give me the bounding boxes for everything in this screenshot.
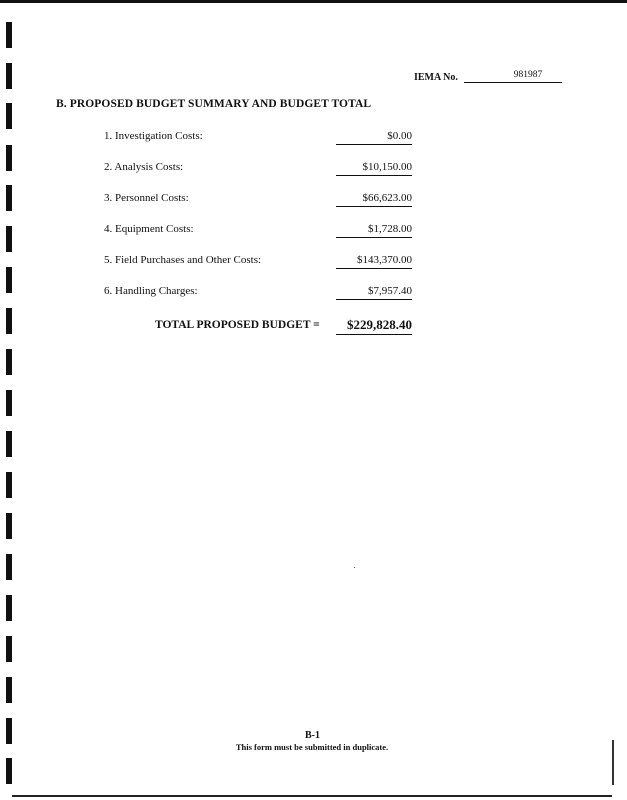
- budget-item-label: 2. Analysis Costs:: [104, 161, 184, 173]
- section-title: B. PROPOSED BUDGET SUMMARY AND BUDGET TOTAL: [56, 98, 372, 110]
- binder-hole-mark: [6, 513, 12, 539]
- scan-speck: [354, 567, 355, 568]
- binder-hole-mark: [6, 718, 12, 744]
- footer-note: This form must be submitted in duplicate.: [235, 742, 389, 752]
- budget-item-label: 5. Field Purchases and Other Costs:: [104, 254, 262, 266]
- binder-hole-mark: [6, 677, 12, 703]
- total-budget-value: $229,828.40: [336, 317, 412, 335]
- binder-hole-mark: [6, 758, 12, 784]
- binder-hole-mark: [6, 472, 12, 498]
- budget-item-value: $0.00: [336, 130, 412, 145]
- binder-hole-mark: [6, 595, 12, 621]
- total-budget-label: TOTAL PROPOSED BUDGET =: [155, 319, 320, 331]
- binder-hole-mark: [6, 390, 12, 416]
- binder-hole-mark: [6, 431, 12, 457]
- top-edge-line: [0, 0, 627, 3]
- budget-item-value: $7,957.40: [336, 285, 412, 300]
- iema-number-value: 981987: [464, 70, 562, 83]
- binder-hole-mark: [6, 103, 12, 129]
- binder-hole-mark: [6, 267, 12, 293]
- budget-item-label: 4. Equipment Costs:: [104, 223, 194, 235]
- budget-item-value: $143,370.00: [336, 254, 412, 269]
- binder-hole-mark: [6, 185, 12, 211]
- binder-hole-mark: [6, 226, 12, 252]
- budget-item-label: 3. Personnel Costs:: [104, 192, 189, 204]
- page-number: B-1: [305, 730, 320, 741]
- budget-item-value: $1,728.00: [336, 223, 412, 238]
- budget-item-value: $66,623.00: [336, 192, 412, 207]
- right-edge-mark: [612, 740, 614, 785]
- binder-hole-mark: [6, 308, 12, 334]
- budget-item-label: 1. Investigation Costs:: [104, 130, 203, 142]
- binder-hole-mark: [6, 145, 12, 171]
- bottom-edge-line: [12, 795, 612, 797]
- iema-number-label: IEMA No.: [414, 72, 458, 83]
- budget-item-label: 6. Handling Charges:: [104, 285, 198, 297]
- binder-hole-mark: [6, 554, 12, 580]
- binder-hole-mark: [6, 22, 12, 48]
- binder-hole-mark: [6, 63, 12, 89]
- budget-item-value: $10,150.00: [336, 161, 412, 176]
- binder-hole-mark: [6, 349, 12, 375]
- binder-hole-mark: [6, 636, 12, 662]
